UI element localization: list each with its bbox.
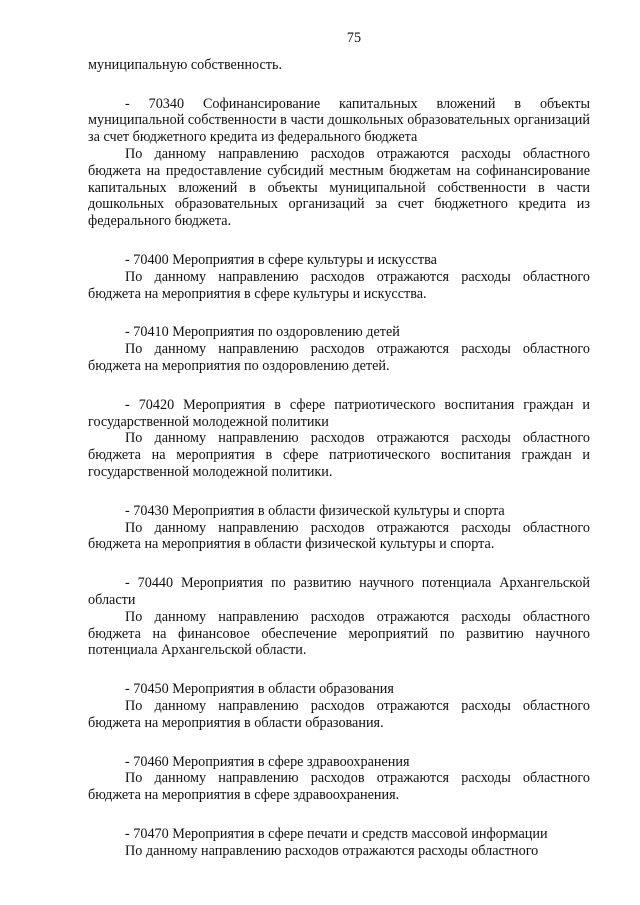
section-body: По данному направлению расходов отражаются расходы областного бюджета на мероприятия в сфере здравоохранения. — [88, 770, 590, 804]
section-70460 — [88, 754, 590, 804]
section-70400 — [88, 252, 590, 302]
page-number: 75 — [346, 30, 362, 46]
section-heading: - 70460 Мероприятия в сфере здравоохранения — [125, 753, 410, 770]
section-heading: - 70440 Мероприятия по развитию научного потенциала Архангельской области — [88, 575, 590, 608]
section-70470 — [88, 826, 590, 860]
section-body: По данному направлению расходов отражаются расходы областного бюджета на мероприятия в области физической культуры и спорта. — [88, 519, 590, 553]
section-70340 — [88, 96, 590, 230]
section-heading: - 70410 Мероприятия по оздоровлению детей — [125, 324, 400, 341]
section-70430 — [88, 503, 590, 553]
section-body: По данному направлению расходов отражаются расходы областного — [125, 842, 539, 859]
section-70440 — [88, 575, 590, 659]
document-page — [88, 30, 590, 881]
section-heading: - 70340 Софинансирование капитальных вложений в объекты муниципальной собственности в части дошкольных образовательных организаций за счет бюджетного кредита из федерального бюджета — [88, 95, 590, 146]
section-body: По данному направлению расходов отражаются расходы областного бюджета на мероприятия в сфере патриотического воспитания граждан и государственной молодежной политики. — [88, 430, 590, 480]
section-70420 — [88, 397, 590, 481]
section-heading: - 70400 Мероприятия в сфере культуры и искусства — [125, 251, 437, 268]
section-70450 — [88, 681, 590, 731]
section-heading: - 70470 Мероприятия в сфере печати и средств массовой информации — [125, 825, 548, 842]
section-body: По данному направлению расходов отражаются расходы областного бюджета на финансовое обеспечение мероприятий по развитию научного потенциала Архангельской области. — [88, 608, 590, 659]
section-body: По данному направлению расходов отражаются расходы областного бюджета на мероприятия по оздоровлению детей. — [88, 341, 590, 374]
section-body: По данному направлению расходов отражаются расходы областного бюджета на предоставление субсидий местным бюджетам на софинансирование капитальных вложений в объекты муниципальной собственности в части дошкольных образовательных организаций за счет бюджетного кредита из федерального бюджета. — [88, 145, 590, 230]
section-heading: - 70420 Мероприятия в сфере патриотического воспитания граждан и государственной молодежной политики — [88, 396, 590, 430]
section-body: По данному направлению расходов отражаются расходы областного бюджета на мероприятия в области образования. — [88, 697, 590, 731]
section-heading: - 70430 Мероприятия в области физической культуры и спорта — [125, 502, 505, 519]
section-body: По данному направлению расходов отражаются расходы областного бюджета на мероприятия в сфере культуры и искусства. — [88, 268, 590, 302]
section-heading: - 70450 Мероприятия в области образования — [125, 681, 394, 698]
continuation-text: муниципальную собственность. — [88, 56, 283, 73]
section-70410 — [88, 324, 590, 374]
